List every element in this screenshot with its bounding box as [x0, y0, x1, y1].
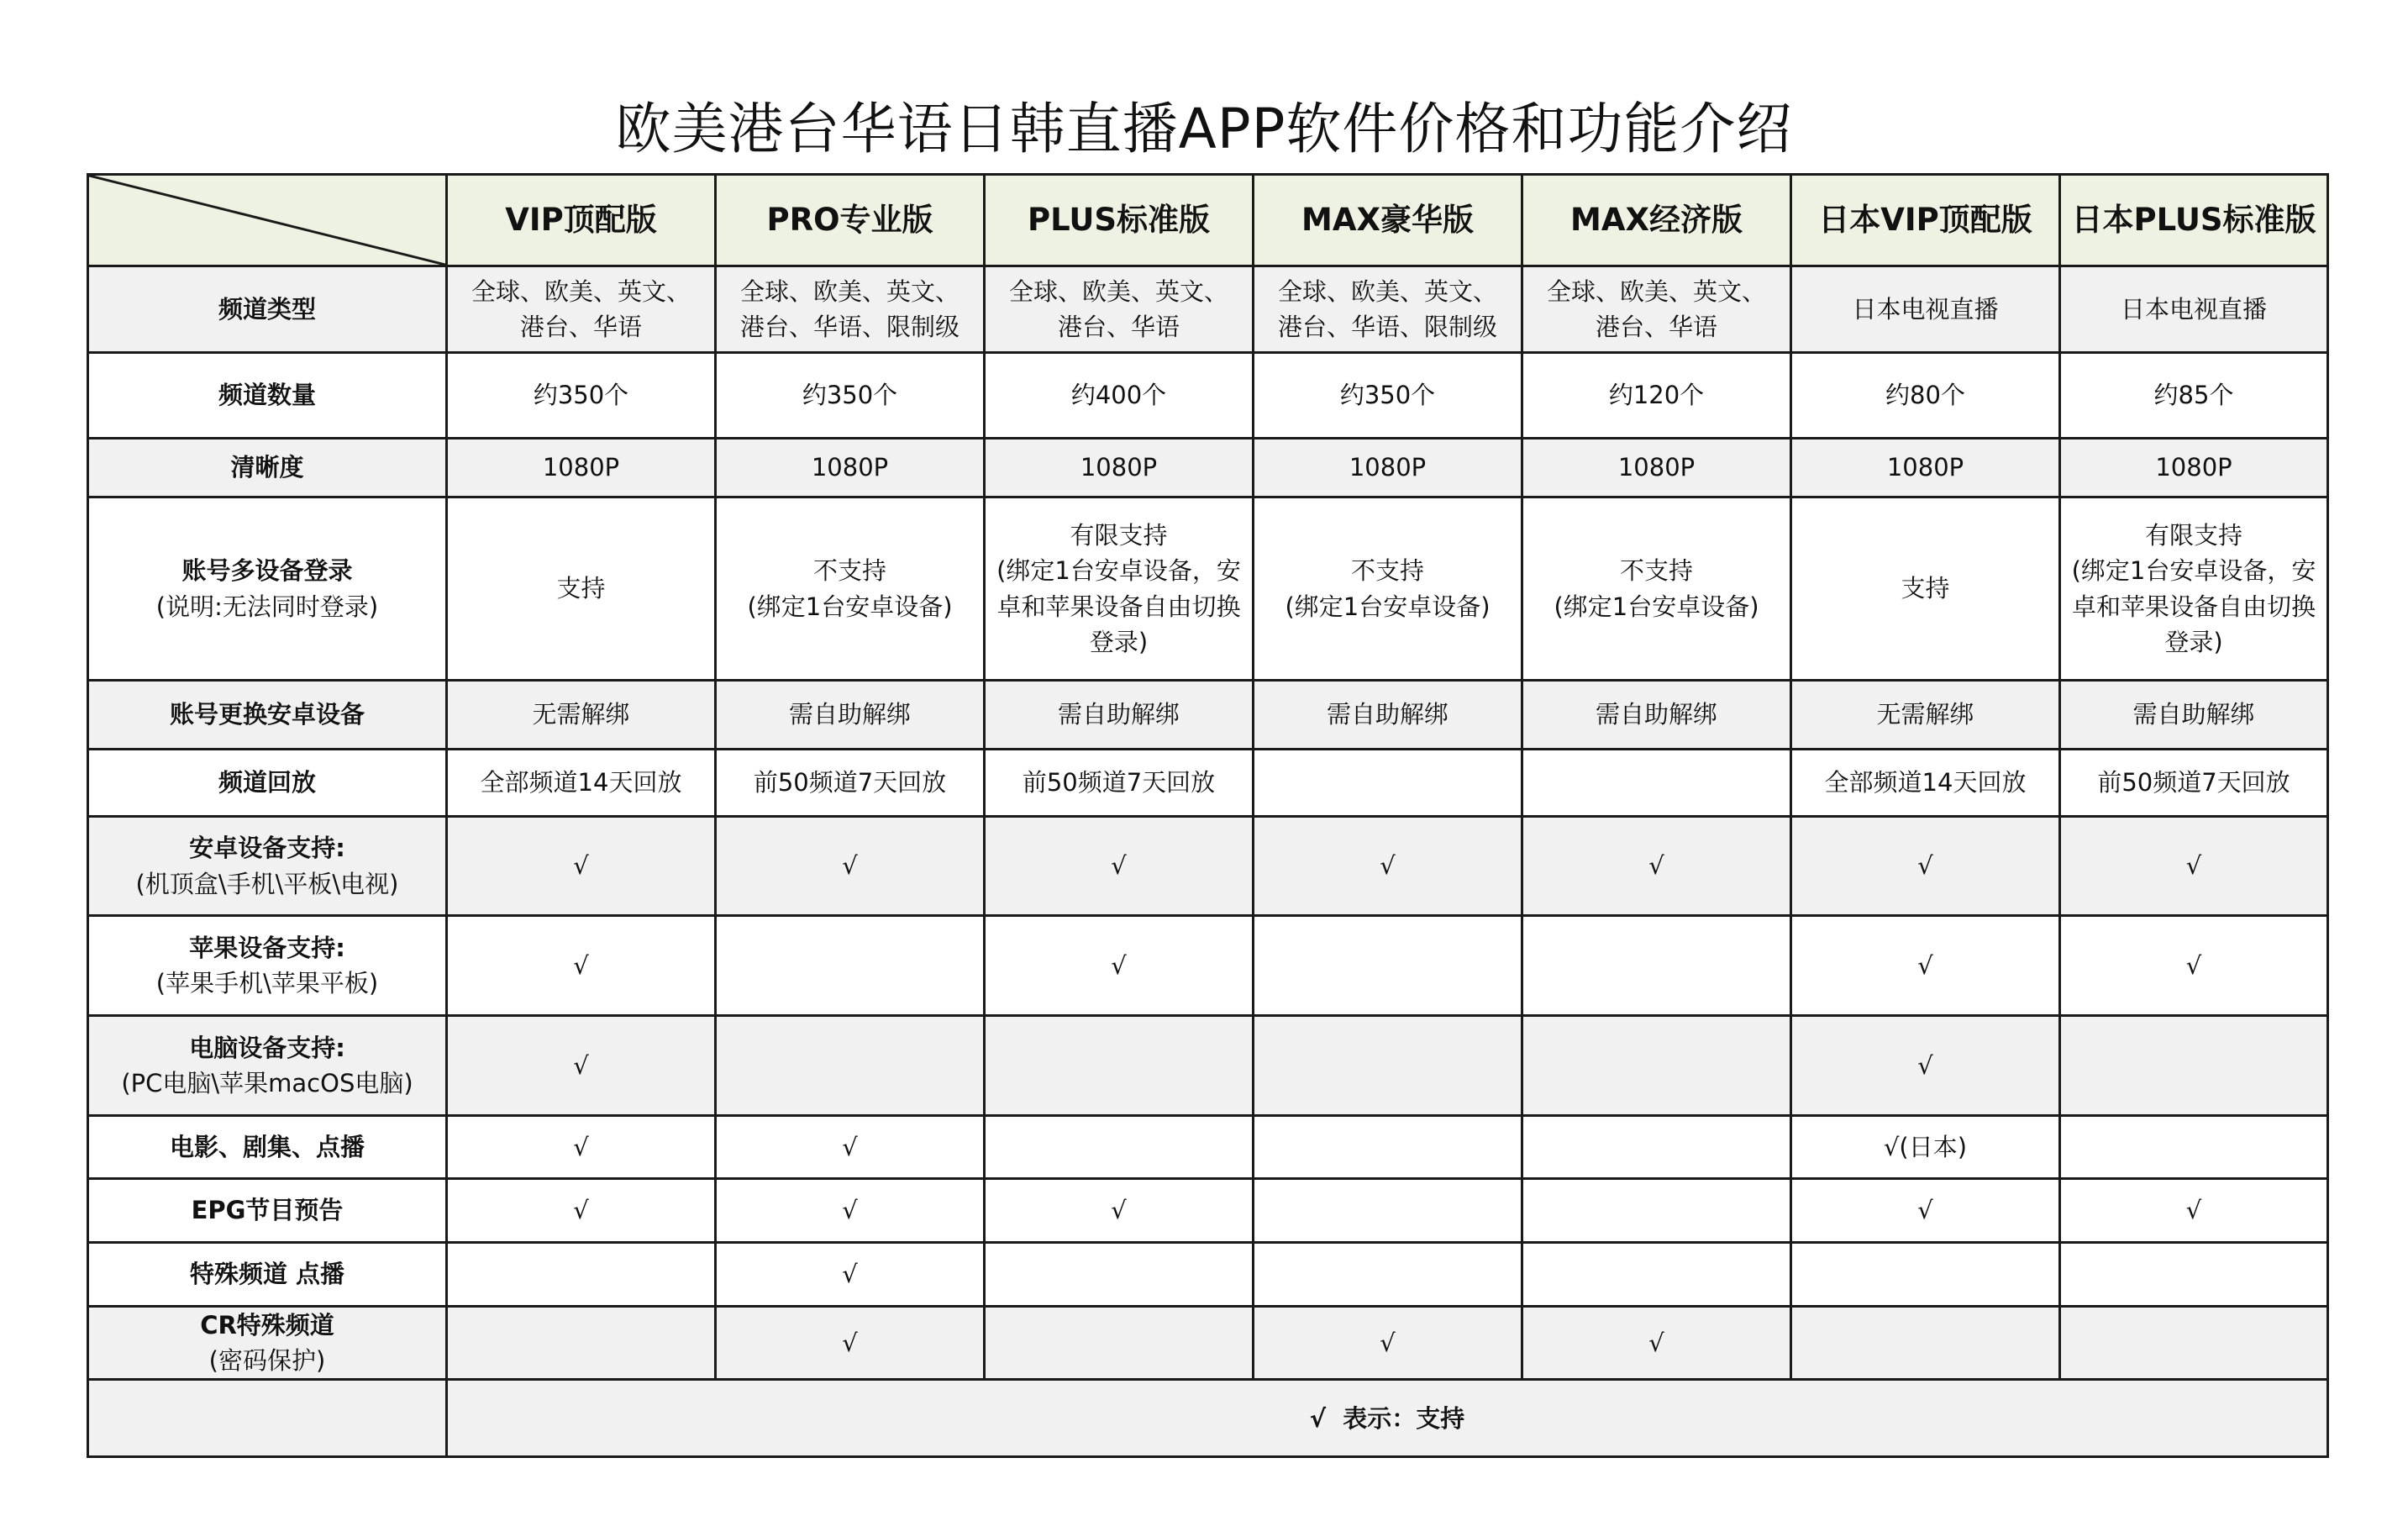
- table-cell-pro: [716, 916, 985, 1016]
- cell-text: 全球、欧美、英文、: [739, 276, 960, 306]
- check-mark: √: [1917, 1196, 1933, 1225]
- row-label-note: (PC电脑\苹果macOS电脑): [121, 1069, 413, 1097]
- row-label-text: 电影、剧集、点播: [169, 1132, 365, 1161]
- table-cell-plus: [985, 1243, 1254, 1307]
- table-cell-vip: [447, 266, 716, 353]
- column-header-max-economy: MAX经济版: [1522, 175, 1791, 266]
- table-cell-japan-vip: [1791, 1116, 2060, 1179]
- table-cell-plus: [985, 916, 1254, 1016]
- row-label-text: 账号多设备登录: [181, 556, 353, 586]
- table-cell-pro: [716, 1179, 985, 1243]
- cell-text: 卓和苹果设备自由切换: [996, 592, 1241, 621]
- table-cell-vip: [447, 1307, 716, 1380]
- cell-text: 支持: [1901, 574, 1950, 603]
- cell-text: 约120个: [1608, 381, 1705, 410]
- table-cell-max-deluxe: [1254, 1243, 1522, 1307]
- table-cell-japan-vip: [1791, 1016, 2060, 1116]
- table-cell-japan-plus: [2060, 1307, 2328, 1380]
- table-cell-max-economy: [1522, 353, 1791, 439]
- row-label-note: (密码保护): [208, 1346, 326, 1376]
- cell-text: 不支持: [1619, 556, 1693, 586]
- table-cell-max-economy: [1522, 817, 1791, 916]
- table-cell-japan-vip: [1791, 439, 2060, 497]
- table-cell-pro: [716, 353, 985, 439]
- table-cell-max-economy: [1522, 1016, 1791, 1116]
- table-row-channel-count: [88, 353, 2328, 439]
- row-label: [88, 439, 447, 497]
- cell-text: 约350个: [1339, 381, 1436, 410]
- table-cell-japan-plus: [2060, 1116, 2328, 1179]
- cell-text: 1080P: [1617, 453, 1696, 482]
- cell-text: (绑定1台安卓设备): [747, 592, 953, 621]
- check-mark: √: [1648, 1329, 1664, 1358]
- cell-text: 港台、华语: [519, 313, 642, 341]
- row-label: [88, 353, 447, 439]
- corner-diagonal-cell: [88, 175, 447, 266]
- table-cell-max-economy: [1522, 1179, 1791, 1243]
- table-cell-japan-plus: [2060, 1179, 2328, 1243]
- check-mark: √: [842, 1329, 858, 1358]
- cell-text: 有限支持: [1070, 521, 1168, 550]
- table-cell-max-economy: [1522, 497, 1791, 681]
- table-cell-max-economy: [1522, 1307, 1791, 1380]
- table-cell-max-deluxe: [1254, 439, 1522, 497]
- table-row-channel-playback: [88, 750, 2328, 817]
- table-cell-japan-plus: [2060, 1016, 2328, 1116]
- cell-text: 港台、华语: [1595, 313, 1717, 341]
- legend-row: [88, 1380, 2328, 1457]
- table-cell-japan-plus: [2060, 439, 2328, 497]
- table-cell-plus: [985, 497, 1254, 681]
- table-cell-plus: [985, 1307, 1254, 1380]
- row-label-text: 频道数量: [218, 381, 316, 410]
- row-label-text: 苹果设备支持:: [189, 933, 345, 962]
- table-row-resolution: [88, 439, 2328, 497]
- table-cell-pro: [716, 1016, 985, 1116]
- cell-text: 需自助解绑: [2132, 700, 2255, 729]
- row-label-text: 清晰度: [230, 453, 304, 482]
- cell-text: 全部频道14天回放: [480, 768, 682, 797]
- table-cell-max-economy: [1522, 266, 1791, 353]
- row-label: [88, 681, 447, 750]
- check-mark: √: [573, 1132, 589, 1161]
- table-cell-vip: [447, 1016, 716, 1116]
- table-cell-pro: [716, 817, 985, 916]
- row-label: [88, 1016, 447, 1116]
- check-mark: √: [842, 1260, 858, 1289]
- check-mark: √(日本): [1883, 1132, 1968, 1161]
- table-cell-max-deluxe: [1254, 497, 1522, 681]
- table-cell-max-economy: [1522, 916, 1791, 1016]
- row-label-text: 安卓设备支持:: [189, 834, 345, 863]
- cell-text: 无需解绑: [1876, 700, 1974, 729]
- cell-text: 日本电视直播: [2120, 294, 2267, 324]
- cell-text: 全球、欧美、英文、: [1277, 276, 1497, 306]
- table-cell-pro: [716, 750, 985, 817]
- row-label: [88, 1307, 447, 1380]
- cell-text: 不支持: [1350, 556, 1424, 586]
- table-row-epg: [88, 1179, 2328, 1243]
- check-mark: √: [573, 1050, 589, 1080]
- table-cell-pro: [716, 1307, 985, 1380]
- table-cell-plus: [985, 266, 1254, 353]
- legend-empty-cell: [88, 1380, 447, 1457]
- table-cell-japan-plus: [2060, 497, 2328, 681]
- column-header-pro: PRO专业版: [716, 175, 985, 266]
- cell-text: 约350个: [802, 381, 898, 410]
- column-header-max-deluxe: MAX豪华版: [1254, 175, 1522, 266]
- cell-text: 1080P: [1886, 453, 1964, 482]
- table-cell-max-deluxe: [1254, 1179, 1522, 1243]
- header-row: [88, 175, 2328, 266]
- table-cell-pro: [716, 439, 985, 497]
- row-label-note: (说明:无法同时登录): [155, 592, 379, 621]
- row-label-text: CR特殊频道: [200, 1311, 334, 1339]
- check-mark: √: [2185, 950, 2202, 980]
- table-row-pc-support: [88, 1016, 2328, 1116]
- cell-text: 卓和苹果设备自由切换: [2071, 592, 2316, 621]
- check-mark: √: [1380, 1329, 1396, 1358]
- row-label-note: (苹果手机\苹果平板): [155, 969, 379, 997]
- check-mark: √: [573, 950, 589, 980]
- row-label: [88, 750, 447, 817]
- table-cell-max-economy: [1522, 681, 1791, 750]
- cell-text: 约350个: [533, 381, 629, 410]
- cell-text: 全球、欧美、英文、: [471, 276, 691, 306]
- table-cell-plus: [985, 750, 1254, 817]
- cell-text: (绑定1台安卓设备，安: [996, 556, 1241, 586]
- table-cell-plus: [985, 353, 1254, 439]
- table-body: [88, 175, 2328, 1457]
- table-cell-vip: [447, 1116, 716, 1179]
- row-label-text: EPG节目预告: [191, 1196, 344, 1225]
- table-cell-max-economy: [1522, 1116, 1791, 1179]
- row-label-text: 频道回放: [218, 768, 316, 797]
- cell-text: (绑定1台安卓设备): [1554, 592, 1759, 621]
- table-cell-max-economy: [1522, 750, 1791, 817]
- check-mark: √: [842, 1196, 858, 1225]
- legend-text: √ 表示：支持: [447, 1380, 2328, 1457]
- table-cell-japan-vip: [1791, 266, 2060, 353]
- cell-text: 全球、欧美、英文、: [1008, 276, 1228, 306]
- table-cell-plus: [985, 1116, 1254, 1179]
- table-cell-japan-vip: [1791, 681, 2060, 750]
- page-title: 欧美港台华语日韩直播APP软件价格和功能介绍: [615, 97, 1793, 162]
- cell-text: 全部频道14天回放: [1824, 768, 2027, 797]
- table-cell-max-economy: [1522, 1243, 1791, 1307]
- cell-text: 需自助解绑: [1057, 700, 1180, 729]
- cell-text: 无需解绑: [532, 700, 630, 729]
- table-cell-plus: [985, 817, 1254, 916]
- check-mark: √: [1111, 1196, 1127, 1225]
- cell-text: 不支持: [812, 556, 886, 586]
- check-mark: √: [573, 1196, 589, 1225]
- table-cell-plus: [985, 681, 1254, 750]
- table-cell-japan-vip: [1791, 750, 2060, 817]
- table-cell-max-deluxe: [1254, 817, 1522, 916]
- cell-text: (绑定1台安卓设备，安: [2071, 556, 2316, 586]
- table-cell-japan-plus: [2060, 750, 2328, 817]
- check-mark: √: [1380, 851, 1396, 881]
- cell-text: 前50频道7天回放: [753, 768, 947, 797]
- row-label-text: 特殊频道 点播: [189, 1260, 345, 1289]
- table-cell-japan-plus: [2060, 1243, 2328, 1307]
- table-cell-max-deluxe: [1254, 1016, 1522, 1116]
- check-mark: √: [1111, 851, 1127, 881]
- cell-text: 1080P: [1080, 453, 1158, 482]
- cell-text: 1080P: [2155, 453, 2232, 482]
- table-cell-japan-plus: [2060, 266, 2328, 353]
- cell-text: 约85个: [2153, 381, 2234, 410]
- check-mark: √: [1917, 950, 1933, 980]
- column-header-japan-vip: 日本VIP顶配版: [1791, 175, 2060, 266]
- table-cell-japan-plus: [2060, 681, 2328, 750]
- table-cell-vip: [447, 1243, 716, 1307]
- table-cell-pro: [716, 266, 985, 353]
- table-cell-vip: [447, 439, 716, 497]
- table-row-android-support: [88, 817, 2328, 916]
- table-cell-japan-vip: [1791, 497, 2060, 681]
- cell-text: 需自助解绑: [788, 700, 911, 729]
- table-row-channel-type: [88, 266, 2328, 353]
- check-mark: √: [1648, 851, 1664, 881]
- cell-text: 需自助解绑: [1595, 700, 1717, 729]
- table-cell-max-deluxe: [1254, 1307, 1522, 1380]
- table-cell-plus: [985, 1016, 1254, 1116]
- check-mark: √: [1111, 950, 1127, 980]
- table-cell-max-deluxe: [1254, 750, 1522, 817]
- cell-text: 港台、华语: [1057, 313, 1180, 341]
- table-row-cr-special-channel: [88, 1307, 2328, 1380]
- table-cell-vip: [447, 353, 716, 439]
- table-cell-max-deluxe: [1254, 1116, 1522, 1179]
- check-mark: √: [2185, 1196, 2202, 1225]
- cell-text: 约400个: [1070, 381, 1167, 410]
- table-cell-pro: [716, 681, 985, 750]
- table-cell-vip: [447, 750, 716, 817]
- table-cell-vip: [447, 681, 716, 750]
- diagonal-line: [89, 176, 445, 265]
- table-cell-vip: [447, 916, 716, 1016]
- row-label-note: (机顶盒\手机\平板\电视): [135, 869, 399, 898]
- check-mark: √: [842, 1132, 858, 1161]
- cell-text: 1080P: [1349, 453, 1427, 482]
- column-header-plus: PLUS标准版: [985, 175, 1254, 266]
- pricing-feature-table: [87, 173, 2329, 1458]
- table-cell-plus: [985, 1179, 1254, 1243]
- check-mark: √: [2185, 851, 2202, 881]
- table-cell-pro: [716, 497, 985, 681]
- row-label: [88, 497, 447, 681]
- cell-text: 日本电视直播: [1852, 294, 1999, 324]
- row-label: [88, 266, 447, 353]
- row-label-text: 频道类型: [218, 294, 316, 324]
- table-row-apple-support: [88, 916, 2328, 1016]
- check-mark: √: [1917, 851, 1933, 881]
- cell-text: 1080P: [811, 453, 889, 482]
- row-label: [88, 1243, 447, 1307]
- cell-text: 港台、华语、限制级: [1277, 313, 1497, 341]
- table-cell-japan-vip: [1791, 353, 2060, 439]
- table-cell-max-deluxe: [1254, 353, 1522, 439]
- table-row-special-channel-vod: [88, 1243, 2328, 1307]
- cell-text: 登录): [1089, 627, 1149, 656]
- table-cell-max-deluxe: [1254, 266, 1522, 353]
- cell-text: 前50频道7天回放: [2097, 768, 2290, 797]
- cell-text: 支持: [556, 574, 606, 603]
- table-cell-japan-plus: [2060, 817, 2328, 916]
- column-header-vip: VIP顶配版: [447, 175, 716, 266]
- table-row-change-android-device: [88, 681, 2328, 750]
- table-cell-japan-plus: [2060, 916, 2328, 1016]
- table-cell-max-deluxe: [1254, 916, 1522, 1016]
- column-header-japan-plus: 日本PLUS标准版: [2060, 175, 2328, 266]
- table-cell-japan-vip: [1791, 1179, 2060, 1243]
- table-cell-pro: [716, 1116, 985, 1179]
- check-mark: √: [573, 851, 589, 881]
- cell-text: (绑定1台安卓设备): [1285, 592, 1491, 621]
- table-cell-max-deluxe: [1254, 681, 1522, 750]
- table-cell-plus: [985, 439, 1254, 497]
- cell-text: 1080P: [542, 453, 620, 482]
- row-label-text: 电脑设备支持:: [189, 1033, 345, 1062]
- table-cell-japan-vip: [1791, 1307, 2060, 1380]
- check-mark: √: [1917, 1050, 1933, 1080]
- table-cell-vip: [447, 817, 716, 916]
- table-cell-vip: [447, 1179, 716, 1243]
- table-cell-max-economy: [1522, 439, 1791, 497]
- cell-text: 需自助解绑: [1326, 700, 1448, 729]
- check-mark: √: [842, 851, 858, 881]
- cell-text: 登录): [2164, 627, 2223, 656]
- cell-text: 约80个: [1885, 381, 1965, 410]
- table-cell-japan-vip: [1791, 916, 2060, 1016]
- row-label: [88, 1179, 447, 1243]
- cell-text: 有限支持: [2144, 521, 2242, 550]
- table-cell-japan-vip: [1791, 1243, 2060, 1307]
- row-label: [88, 1116, 447, 1179]
- table-cell-japan-plus: [2060, 353, 2328, 439]
- cell-text: 全球、欧美、英文、: [1546, 276, 1766, 306]
- table-cell-vip: [447, 497, 716, 681]
- row-label-text: 账号更换安卓设备: [169, 700, 365, 729]
- table-cell-pro: [716, 1243, 985, 1307]
- table-cell-japan-vip: [1791, 817, 2060, 916]
- cell-text: 港台、华语、限制级: [739, 313, 960, 341]
- table-row-multi-device-login: [88, 497, 2328, 681]
- cell-text: 前50频道7天回放: [1022, 768, 1216, 797]
- table-row-vod: [88, 1116, 2328, 1179]
- row-label: [88, 817, 447, 916]
- row-label: [88, 916, 447, 1016]
